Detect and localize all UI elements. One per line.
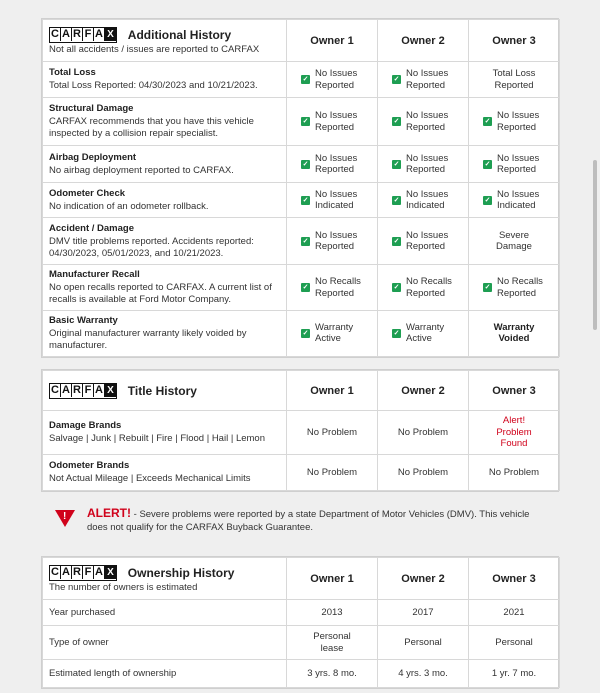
row-title: Manufacturer Recall: [49, 269, 140, 281]
alert-status-cell: Alert! Problem Found: [469, 411, 560, 455]
status-cell: [469, 311, 560, 357]
value-cell: Personal lease: [287, 626, 378, 660]
check-icon: ✓: [302, 237, 309, 245]
status-cell: [469, 183, 560, 218]
carfax-logo: C A R F A X: [49, 27, 117, 43]
check-icon: ✓: [484, 284, 491, 291]
status-text: No Issues Reported: [406, 229, 449, 252]
status-text: No Recalls Reported: [497, 276, 543, 299]
row-title: Airbag Deployment: [49, 151, 137, 163]
status-text: Warranty Voided: [493, 321, 535, 345]
alert-warning-icon: !: [55, 510, 75, 527]
check-icon: ✓: [484, 118, 491, 125]
status-text: Warranty Active: [315, 321, 354, 345]
section-title: Additional History: [127, 27, 232, 42]
status-cell: [287, 311, 378, 357]
owner-3-header: Owner 3: [469, 558, 560, 600]
table-row: [43, 411, 560, 455]
value-cell: 2013: [287, 600, 378, 626]
status-cell: [469, 265, 560, 311]
value-cell: Personal: [469, 626, 560, 660]
status-text: No Recalls Reported: [406, 276, 452, 299]
row-label: Year purchased: [43, 600, 287, 626]
status-cell: No Problem: [378, 411, 469, 455]
check-icon: ✓: [302, 76, 309, 83]
status-text: Severe Damage: [496, 229, 532, 252]
value-cell: 3 yrs. 8 mo.: [287, 660, 378, 688]
carfax-logo: C A R F A X: [49, 565, 117, 581]
row-title: Accident / Damage: [49, 222, 134, 234]
title-history-card: [41, 369, 559, 492]
value-cell: Personal: [378, 626, 469, 660]
check-icon: ✓: [484, 196, 491, 204]
status-text: No Issues Indicated: [315, 188, 358, 211]
table-row: [43, 626, 560, 660]
ownership-history-header: [43, 558, 287, 600]
status-text: No Issues Reported: [497, 152, 540, 175]
owner-3-header: Owner 3: [469, 20, 560, 62]
row-description: No indication of an odometer rollback.: [49, 200, 209, 212]
row-description: CARFAX recommends that you have this vehicle inspected by a collision repair specialist.: [49, 116, 254, 139]
status-cell: [378, 218, 469, 265]
check-icon: ✓: [302, 284, 309, 291]
title-history-header: [43, 371, 287, 411]
table-row: [43, 146, 560, 183]
owner-2-header: Owner 2: [378, 20, 469, 62]
row-description: Total Loss Reported: 04/30/2023 and 10/21/2023.: [49, 80, 258, 92]
check-icon: ✓: [393, 118, 400, 125]
status-text: No Issues Indicated: [497, 188, 540, 211]
status-cell: [378, 146, 469, 183]
check-icon: ✓: [393, 237, 400, 245]
value-cell: 2017: [378, 600, 469, 626]
status-cell: No Problem: [469, 455, 560, 491]
row-description: No open recalls reported to CARFAX. A current list of recalls is available at Ford Motor Company.: [49, 282, 272, 305]
section-subtitle: The number of owners is estimated: [49, 581, 198, 593]
owner-3-header: Owner 3: [469, 371, 560, 411]
owner-1-header: Owner 1: [287, 371, 378, 411]
status-cell: [287, 98, 378, 146]
additional-history-card: [41, 18, 559, 358]
check-icon: ✓: [393, 160, 400, 168]
status-cell: [378, 98, 469, 146]
owner-2-header: Owner 2: [378, 558, 469, 600]
row-description: Salvage | Junk | Rebuilt | Fire | Flood | Hail | Lemon: [49, 433, 265, 445]
row-title: Basic Warranty: [49, 315, 118, 326]
status-text: No Issues Reported: [315, 68, 358, 91]
status-cell: [287, 183, 378, 218]
status-text: No Issues Reported: [406, 68, 449, 91]
page-scrollbar[interactable]: [593, 160, 597, 330]
additional-history-header: [43, 20, 287, 62]
status-cell: No Problem: [287, 411, 378, 455]
row-label: Type of owner: [43, 626, 287, 660]
table-row: [43, 455, 560, 491]
section-title: Title History: [127, 383, 197, 398]
status-cell: [287, 218, 378, 265]
row-description: DMV title problems reported. Accidents reported: 04/30/2023, 05/01/2023, and 10/21/2023.: [49, 235, 254, 259]
owner-1-header: Owner 1: [287, 20, 378, 62]
status-text: No Recalls Reported: [315, 276, 361, 299]
status-cell: No Problem: [287, 455, 378, 491]
dmv-alert: [41, 496, 559, 542]
status-cell: [469, 98, 560, 146]
row-description: Not Actual Mileage | Exceeds Mechanical Limits: [49, 473, 251, 485]
carfax-logo: C A R F A X: [49, 383, 117, 399]
check-icon: ✓: [302, 160, 309, 168]
table-row: [43, 62, 560, 98]
status-cell: [469, 218, 560, 265]
status-text: No Issues Reported: [406, 152, 449, 175]
status-cell: [378, 62, 469, 98]
row-title: Damage Brands: [49, 420, 122, 432]
table-row: [43, 600, 560, 626]
value-cell: 4 yrs. 3 mo.: [378, 660, 469, 688]
status-cell: [287, 146, 378, 183]
check-icon: ✓: [393, 76, 400, 83]
check-icon: ✓: [484, 160, 491, 168]
status-cell: [378, 183, 469, 218]
row-title: Odometer Check: [49, 187, 126, 199]
status-text: No Issues Reported: [497, 110, 540, 133]
table-row: [43, 98, 560, 146]
status-text: Warranty Active: [406, 321, 445, 345]
status-text: No Issues Reported: [315, 152, 358, 175]
row-title: Structural Damage: [49, 103, 134, 115]
table-row: [43, 265, 560, 311]
row-description: Original manufacturer warranty likely voided by manufacturer.: [49, 328, 247, 351]
status-text: No Issues Reported: [315, 229, 358, 252]
status-text: No Issues Reported: [315, 110, 358, 133]
row-title: Total Loss: [49, 67, 96, 79]
section-subtitle: Not all accidents / issues are reported to CARFAX: [49, 43, 260, 55]
row-title: Odometer Brands: [49, 460, 130, 472]
status-cell: [287, 62, 378, 98]
value-cell: 2021: [469, 600, 560, 626]
owner-1-header: Owner 1: [287, 558, 378, 600]
check-icon: ✓: [302, 329, 309, 337]
status-cell: [287, 265, 378, 311]
alert-label: ALERT!: [87, 506, 131, 520]
table-row: [43, 218, 560, 265]
status-cell: [378, 265, 469, 311]
check-icon: ✓: [393, 329, 400, 337]
status-cell: [378, 311, 469, 357]
table-row: [43, 183, 560, 218]
table-row: [43, 311, 560, 357]
row-label: Estimated length of ownership: [43, 660, 287, 688]
status-text: No Issues Reported: [406, 110, 449, 133]
ownership-history-card: [41, 556, 559, 689]
check-icon: ✓: [302, 196, 309, 204]
value-cell: 1 yr. 7 mo.: [469, 660, 560, 688]
status-cell: No Problem: [378, 455, 469, 491]
status-text: No Issues Indicated: [406, 188, 449, 211]
status-text: Total Loss Reported: [492, 68, 536, 91]
check-icon: ✓: [302, 118, 309, 125]
status-cell: [469, 146, 560, 183]
alert-message: ALERT! - Severe problems were reported by a state Department of Motor Vehicles (DMV). This vehicle does not qualify for the CARFAX Buyback Guarantee.: [87, 506, 530, 533]
check-icon: ✓: [393, 284, 400, 291]
section-title: Ownership History: [127, 565, 235, 580]
row-description: No airbag deployment reported to CARFAX.: [49, 164, 234, 176]
table-row: [43, 660, 560, 688]
status-cell: [469, 62, 560, 98]
owner-2-header: Owner 2: [378, 371, 469, 411]
check-icon: ✓: [393, 196, 400, 204]
